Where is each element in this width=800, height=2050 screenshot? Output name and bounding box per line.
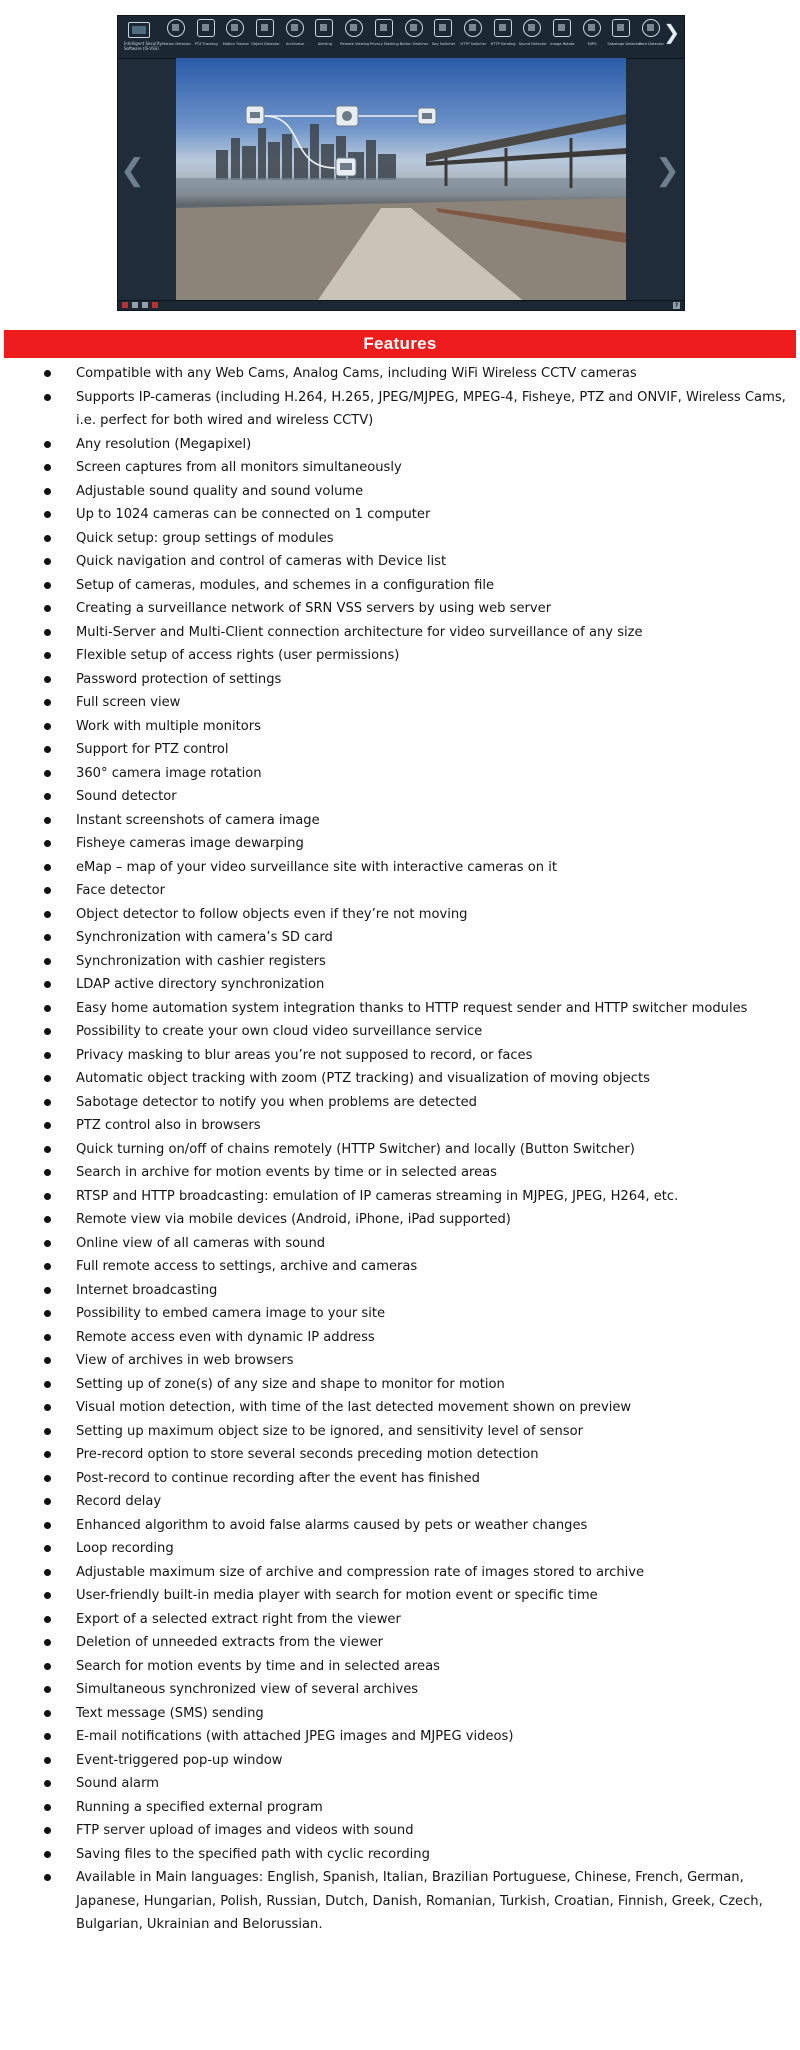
bullet-icon [44, 676, 51, 683]
feature-item [0, 527, 800, 551]
feature-item [0, 1302, 800, 1326]
feature-text: Internet broadcasting [76, 1282, 218, 1298]
bullet-icon [44, 1334, 51, 1341]
feature-text: E-mail notifications (with attached JPEG images and MJPEG videos) [76, 1729, 514, 1744]
bullet-icon [44, 394, 51, 401]
bullet-icon [44, 1733, 51, 1740]
feature-text: Possibility to embed camera image to your site [76, 1306, 386, 1321]
bullet-icon [44, 1616, 51, 1623]
toolbar-tool[interactable] [370, 16, 400, 58]
feature-text: Setting up maximum object size to be ignored, and sensitivity level of sensor [76, 1423, 584, 1439]
feature-text: Running a specified external program [76, 1799, 323, 1815]
chevron-left-icon[interactable]: ❮ [120, 153, 146, 188]
tool-label: HTTP Sending [490, 42, 516, 46]
module-toolbar [118, 16, 684, 59]
module-icon [197, 19, 215, 37]
feature-item [0, 738, 800, 762]
bullet-icon [44, 1404, 51, 1411]
bullet-icon [44, 652, 51, 659]
feature-text: Work with multiple monitors [76, 718, 261, 734]
toolbar-tool[interactable] [607, 16, 642, 58]
feature-text: Enhanced algorithm to avoid false alarms caused by pets or weather changes [76, 1517, 588, 1533]
toolbar-tool[interactable] [400, 16, 430, 58]
module-icon [464, 19, 482, 37]
feature-item [0, 433, 800, 457]
module-icon [642, 19, 660, 37]
bullet-icon [44, 723, 51, 730]
bullet-icon [44, 1028, 51, 1035]
feature-item [0, 1091, 800, 1115]
feature-list [0, 362, 800, 1937]
add-icon[interactable] [142, 302, 148, 308]
feature-item [0, 1373, 800, 1397]
bullet-icon [44, 558, 51, 565]
tool-label: PTZ Tracking [194, 42, 218, 46]
bullet-icon [44, 840, 51, 847]
tool-label: Button Switcher [399, 42, 429, 46]
feature-item [0, 1185, 800, 1209]
feature-text: Adjustable sound quality and sound volume [76, 483, 364, 499]
feature-text: Possibility to create your own cloud video surveillance service [76, 1024, 483, 1039]
feature-item [0, 691, 800, 715]
feature-text: Export of a selected extract right from the viewer [76, 1611, 401, 1627]
feature-text: Text message (SMS) sending [76, 1705, 264, 1721]
stop-icon[interactable] [122, 302, 128, 308]
module-icon [434, 19, 452, 37]
feature-item [0, 1255, 800, 1279]
module-tools [162, 16, 667, 58]
feature-text: Pre-record option to store several seconds preceding motion detection [76, 1447, 539, 1462]
feature-text: Supports IP-cameras (including H.264, H.265, JPEG/MJPEG, MPEG-4, Fisheye, PTZ and ONVIF, Wireless Cams, i.e. perfect for both wired and wireless CCTV) [76, 389, 786, 428]
feature-item [0, 1232, 800, 1256]
feature-item [0, 480, 800, 504]
feature-item [0, 785, 800, 809]
app-screenshot [117, 15, 685, 311]
tool-label: Privacy Masking [369, 42, 399, 46]
close-icon[interactable] [152, 302, 158, 308]
feature-text: Quick navigation and control of cameras with Device list [76, 554, 447, 569]
module-icon [494, 19, 512, 37]
bullet-icon [44, 1475, 51, 1482]
bullet-icon [44, 1686, 51, 1693]
feature-text: LDAP active directory synchronization [76, 977, 325, 992]
bullet-icon [44, 770, 51, 777]
feature-text: Quick setup: group settings of modules [76, 530, 334, 546]
feature-text: Remote view via mobile devices (Android, iPhone, iPad supported) [76, 1212, 511, 1227]
bullet-icon [44, 699, 51, 706]
feature-item [0, 1678, 800, 1702]
module-icon [315, 19, 333, 37]
chevron-right-icon[interactable]: ❯ [654, 153, 680, 188]
bullet-icon [44, 629, 51, 636]
tool-label: Object Detector [251, 42, 280, 46]
bullet-icon [44, 1005, 51, 1012]
bullet-icon [44, 1099, 51, 1106]
bullet-icon [44, 911, 51, 918]
feature-text: View of archives in web browsers [76, 1353, 294, 1368]
feature-text: Face detector [76, 883, 166, 898]
bridge [426, 114, 626, 188]
tool-label: MJPG [587, 42, 597, 46]
feature-text: Online view of all cameras with sound [76, 1235, 326, 1251]
bullet-icon [44, 1710, 51, 1717]
module-icon [612, 19, 630, 37]
feature-item [0, 574, 800, 598]
feature-item [0, 1420, 800, 1444]
toolbar-tool[interactable] [637, 16, 667, 58]
feature-text: Post-record to continue recording after the event has finished [76, 1470, 480, 1486]
bullet-icon [44, 1169, 51, 1176]
module-icon [523, 19, 541, 37]
feature-text: eMap – map of your video surveillance site with interactive cameras on it [76, 859, 557, 875]
tool-label: HTTP Switcher [460, 42, 487, 46]
feature-text: Saving files to the specified path with cyclic recording [76, 1846, 430, 1862]
feature-text: RTSP and HTTP broadcasting: emulation of IP cameras streaming in MJPEG, JPEG, H264, etc. [76, 1188, 679, 1204]
bullet-icon [44, 488, 51, 495]
bullet-icon [44, 746, 51, 753]
toolbar-tool[interactable] [310, 16, 340, 58]
feature-item [0, 550, 800, 574]
feature-item [0, 1161, 800, 1185]
feature-text: Compatible with any Web Cams, Analog Cams, including WiFi Wireless CCTV cameras [76, 366, 637, 381]
feature-item [0, 597, 800, 621]
feature-text: Sound detector [76, 789, 177, 804]
tool-label: Sound Detector [518, 42, 547, 46]
status-bar [118, 300, 684, 310]
feature-item [0, 1349, 800, 1373]
bullet-icon [44, 1639, 51, 1646]
bullet-icon [44, 1287, 51, 1294]
feature-text: Deletion of unneeded extracts from the viewer [76, 1635, 384, 1650]
feature-text: Search in archive for motion events by time or in selected areas [76, 1165, 497, 1180]
bullet-icon [44, 1780, 51, 1787]
feature-item [0, 903, 800, 927]
tool-label: Image Rotate [550, 42, 575, 46]
bullet-icon [44, 1498, 51, 1505]
feature-item [0, 1396, 800, 1420]
toolbar-tool[interactable] [251, 16, 281, 58]
scheme-node-alert[interactable] [336, 158, 356, 176]
feature-item [0, 715, 800, 739]
feature-text: Record delay [76, 1494, 162, 1509]
camera-scene [176, 58, 626, 303]
toolbar-tool[interactable] [548, 16, 578, 58]
feature-item [0, 1279, 800, 1303]
tool-label: Sabotage Detector [607, 42, 642, 46]
feature-item [0, 1208, 800, 1232]
feature-text: Setting up of zone(s) of any size and shape to monitor for motion [76, 1376, 505, 1392]
feature-item [0, 1138, 800, 1162]
river [176, 178, 626, 196]
feature-text: Automatic object tracking with zoom (PTZ tracking) and visualization of moving objects [76, 1071, 650, 1086]
feature-text: Instant screenshots of camera image [76, 812, 320, 828]
tool-label: Face Detector [639, 42, 664, 46]
module-icon [226, 19, 244, 37]
feature-item [0, 762, 800, 786]
bullet-icon [44, 511, 51, 518]
module-icon [375, 19, 393, 37]
feature-item [0, 1490, 800, 1514]
module-icon [405, 19, 423, 37]
bullet-icon [44, 464, 51, 471]
feature-text: Password protection of settings [76, 671, 282, 687]
feature-text: PTZ control also in browsers [76, 1118, 261, 1133]
toolbar-tool[interactable] [459, 16, 489, 58]
feature-item [0, 1749, 800, 1773]
bullet-icon [44, 1357, 51, 1364]
feature-text: Flexible setup of access rights (user permissions) [76, 648, 400, 663]
module-icon [286, 19, 304, 37]
bullet-icon [44, 605, 51, 612]
bullet-icon [44, 1569, 51, 1576]
bullet-icon [44, 1216, 51, 1223]
feature-item [0, 1584, 800, 1608]
feature-text: Creating a surveillance network of SRN VSS servers by using web server [76, 601, 552, 616]
bullet-icon [44, 1451, 51, 1458]
bullet-icon [44, 1381, 51, 1388]
toolbar-tool[interactable] [281, 16, 311, 58]
bullet-icon [44, 981, 51, 988]
toolbar-tool[interactable] [489, 16, 519, 58]
feature-text: Synchronization with camera’s SD card [76, 930, 333, 945]
bullet-icon [44, 1663, 51, 1670]
toolbar-tool[interactable] [162, 16, 192, 58]
feature-item [0, 1819, 800, 1843]
feature-item [0, 1866, 800, 1937]
bullet-icon [44, 864, 51, 871]
module-icon [256, 19, 274, 37]
logo-text: Intelligent Security Software (IS-VSS) [124, 41, 162, 51]
logo-icon [128, 22, 150, 38]
feature-item [0, 950, 800, 974]
module-icon [345, 19, 363, 37]
bullet-icon [44, 817, 51, 824]
feature-text: Easy home automation system integration thanks to HTTP request sender and HTTP switcher modules [76, 1000, 748, 1016]
feature-item [0, 362, 800, 386]
feature-text: Full screen view [76, 695, 181, 710]
bullet-icon [44, 535, 51, 542]
feature-text: Synchronization with cashier registers [76, 953, 326, 969]
bullet-icon [44, 1545, 51, 1552]
features-header: Features [4, 330, 796, 358]
bullet-icon [44, 1522, 51, 1529]
scheme-node-camera[interactable] [246, 106, 264, 124]
toolbar-tool[interactable] [221, 16, 251, 58]
bullet-icon [44, 582, 51, 589]
feature-item [0, 1326, 800, 1350]
bullet-icon [44, 1804, 51, 1811]
scheme-node-motion[interactable] [336, 106, 358, 126]
feature-text: Any resolution (Megapixel) [76, 436, 252, 452]
feature-text: Adjustable maximum size of archive and compression rate of images stored to archive [76, 1564, 645, 1580]
bullet-icon [44, 1428, 51, 1435]
bullet-icon [44, 1263, 51, 1270]
feature-item [0, 1702, 800, 1726]
toolbar-tool[interactable] [518, 16, 548, 58]
toolbar-tool[interactable] [192, 16, 222, 58]
feature-text: Setup of cameras, modules, and schemes in a configuration file [76, 577, 495, 593]
camera-view [176, 58, 626, 303]
feature-text: Loop recording [76, 1541, 174, 1556]
toolbar-tool[interactable] [429, 16, 459, 58]
feature-item [0, 1114, 800, 1138]
feature-text: Remote access even with dynamic IP address [76, 1329, 375, 1345]
bullet-icon [44, 1075, 51, 1082]
feature-item [0, 879, 800, 903]
feature-text: Simultaneous synchronized view of several archives [76, 1682, 419, 1697]
feature-item [0, 832, 800, 856]
feature-item [0, 386, 800, 433]
feature-item [0, 1020, 800, 1044]
feature-text: Fisheye cameras image dewarping [76, 836, 304, 851]
feature-text: FTP server upload of images and videos with sound [76, 1823, 414, 1838]
bullet-icon [44, 793, 51, 800]
feature-item [0, 668, 800, 692]
feature-text: Privacy masking to blur areas you’re not supposed to record, or faces [76, 1047, 533, 1063]
feature-item [0, 1561, 800, 1585]
tool-label: Remote Viewing [340, 42, 370, 46]
feature-item [0, 1608, 800, 1632]
tool-label: Motion Detector [162, 42, 191, 46]
feature-item [0, 1725, 800, 1749]
list-icon[interactable] [132, 302, 138, 308]
feature-text: Screen captures from all monitors simultaneously [76, 460, 402, 475]
feature-item [0, 644, 800, 668]
feature-text: Quick turning on/off of chains remotely (HTTP Switcher) and locally (Button Switcher) [76, 1141, 635, 1157]
toolbar-next-icon[interactable]: ❯ [663, 20, 680, 44]
bullet-icon [44, 1122, 51, 1129]
feature-item [0, 1655, 800, 1679]
tool-label: Archivator [285, 42, 305, 46]
feature-text: Visual motion detection, with time of the last detected movement shown on preview [76, 1400, 632, 1415]
feature-item [0, 856, 800, 880]
feature-text: Event-triggered pop-up window [76, 1752, 283, 1768]
feature-item [0, 1467, 800, 1491]
feature-text: 360° camera image rotation [76, 765, 262, 781]
feature-item [0, 1067, 800, 1091]
bullet-icon [44, 934, 51, 941]
feature-item [0, 1796, 800, 1820]
scheme-node-archive[interactable] [418, 108, 436, 124]
toolbar-tool[interactable] [578, 16, 608, 58]
bullet-icon [44, 370, 51, 377]
bullet-icon [44, 1240, 51, 1247]
bullet-icon [44, 1851, 51, 1858]
bullet-icon [44, 958, 51, 965]
feature-item [0, 1044, 800, 1068]
toolbar-tool[interactable] [340, 16, 370, 58]
help-icon[interactable]: ? [674, 302, 679, 309]
app-logo [124, 20, 162, 54]
bullet-icon [44, 887, 51, 894]
feature-item [0, 1514, 800, 1538]
feature-text: Support for PTZ control [76, 742, 229, 757]
bullet-icon [44, 1757, 51, 1764]
feature-text: Sabotage detector to notify you when problems are detected [76, 1094, 477, 1110]
feature-item [0, 1772, 800, 1796]
feature-text: Up to 1024 cameras can be connected on 1 computer [76, 507, 431, 522]
feature-item [0, 926, 800, 950]
bullet-icon [44, 441, 51, 448]
feature-text: Object detector to follow objects even if they’re not moving [76, 906, 468, 922]
feature-text: Sound alarm [76, 1776, 159, 1791]
tool-label: Alerting [317, 42, 332, 46]
feature-item [0, 973, 800, 997]
feature-item [0, 1843, 800, 1867]
feature-text: Available in Main languages: English, Spanish, Italian, Brazilian Portuguese, Chinese, French, German, Japanese, Hungarian, Polish, Russian, Dutch, Danish, Romanian, Turkish, Croatian, Finnish, Greek, Czech, Bulgarian, Ukrainian and Belorussian. [76, 1870, 763, 1932]
tool-label: Key Switcher [432, 42, 456, 46]
bullet-icon [44, 1592, 51, 1599]
feature-item [0, 456, 800, 480]
feature-text: User-friendly built-in media player with search for motion event or specific time [76, 1588, 598, 1603]
bullet-icon [44, 1874, 51, 1881]
feature-item [0, 621, 800, 645]
module-icon [583, 19, 601, 37]
feature-text: Full remote access to settings, archive and cameras [76, 1259, 418, 1274]
feature-item [0, 997, 800, 1021]
feature-text: Multi-Server and Multi-Client connection architecture for video surveillance of any size [76, 624, 643, 640]
module-icon [553, 19, 571, 37]
bullet-icon [44, 1827, 51, 1834]
city-skyline [216, 124, 396, 180]
feature-text: Search for motion events by time and in selected areas [76, 1658, 440, 1674]
feature-item [0, 809, 800, 833]
feature-item [0, 503, 800, 527]
bullet-icon [44, 1052, 51, 1059]
bullet-icon [44, 1146, 51, 1153]
bullet-icon [44, 1310, 51, 1317]
bullet-icon [44, 1193, 51, 1200]
feature-item [0, 1537, 800, 1561]
module-icon [167, 19, 185, 37]
feature-item [0, 1631, 800, 1655]
tool-label: Motion Tracker [222, 42, 250, 46]
feature-item [0, 1443, 800, 1467]
